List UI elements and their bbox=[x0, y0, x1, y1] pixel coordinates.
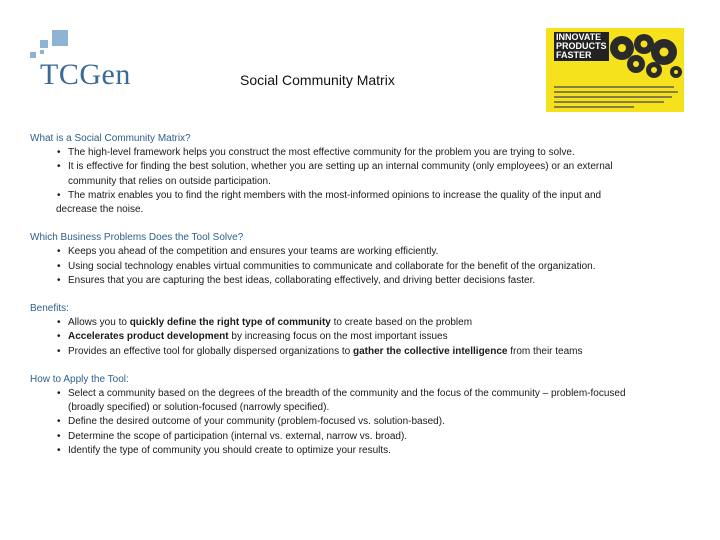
list-item: • Keeps you ahead of the competition and ensures your teams are working efficiently. bbox=[57, 246, 439, 258]
section-how-to-apply bbox=[30, 373, 695, 458]
cover-text-line bbox=[554, 101, 664, 103]
section-heading: How to Apply the Tool: bbox=[30, 373, 129, 385]
bullet-list bbox=[30, 245, 695, 288]
section-business-problems bbox=[30, 231, 695, 288]
list-item: • Ensures that you are capturing the best ideas, collaborating effectively, and driving better decisions faster. bbox=[57, 274, 536, 286]
gears-icon bbox=[604, 30, 684, 82]
bullet-list bbox=[30, 387, 695, 458]
logo-square bbox=[52, 30, 68, 46]
list-item: • Determine the scope of participation (internal vs. external, narrow vs. broad). bbox=[57, 430, 408, 442]
list-item: • Define the desired outcome of your community (problem-focused vs. solution-based). bbox=[57, 416, 445, 428]
logo-text: TCGen bbox=[40, 58, 131, 91]
list-item: • The matrix enables you to find the right members with the most-informed opinions to increase the quality of the input and bbox=[57, 189, 602, 201]
list-item: • The high-level framework helps you construct the most effective community for the problem you are trying to solve. bbox=[57, 147, 575, 159]
logo-square bbox=[40, 40, 48, 48]
bullet-list bbox=[30, 146, 695, 203]
bullet-list bbox=[30, 316, 695, 359]
cover-text-line bbox=[554, 96, 672, 98]
list-item: • Identify the type of community you should create to optimize your results. bbox=[57, 444, 391, 456]
section-heading: Which Business Problems Does the Tool Solve? bbox=[30, 232, 244, 244]
list-item: • Select a community based on the degrees of the breadth of the community and the focus of the community – problem-focused (broadly specified) or solution-focused (narrowly specified). bbox=[57, 388, 626, 414]
logo-square bbox=[40, 50, 44, 54]
list-item: • It is effective for finding the best solution, whether you are setting up an internal community (only employees) or an external community that relies on outside participation. bbox=[57, 161, 613, 187]
cover-text-line bbox=[554, 91, 678, 93]
page-title: Social Community Matrix bbox=[240, 72, 395, 88]
section-heading: Benefits: bbox=[30, 303, 69, 315]
book-cover-image bbox=[546, 28, 684, 112]
list-item: • Using social technology enables virtual communities to communicate and collaborate for the benefit of the organization. bbox=[57, 260, 596, 272]
document-body bbox=[30, 132, 695, 472]
logo-square bbox=[30, 52, 36, 58]
list-item: • Allows you to quickly define the right type of community to create based on the problem bbox=[57, 317, 473, 329]
book-headline: INNOVATE PRODUCTS FASTER bbox=[556, 32, 607, 60]
list-continuation: decrease the noise. bbox=[56, 204, 144, 216]
cover-text-line bbox=[554, 106, 634, 108]
section-what-is bbox=[30, 132, 695, 217]
cover-text-line bbox=[554, 86, 674, 88]
section-benefits bbox=[30, 302, 695, 359]
section-heading: What is a Social Community Matrix? bbox=[30, 133, 191, 144]
list-item: • Provides an effective tool for globally dispersed organizations to gather the collective intelligence from their teams bbox=[57, 345, 583, 357]
list-item: • Accelerates product development by increasing focus on the most important issues bbox=[57, 331, 448, 343]
